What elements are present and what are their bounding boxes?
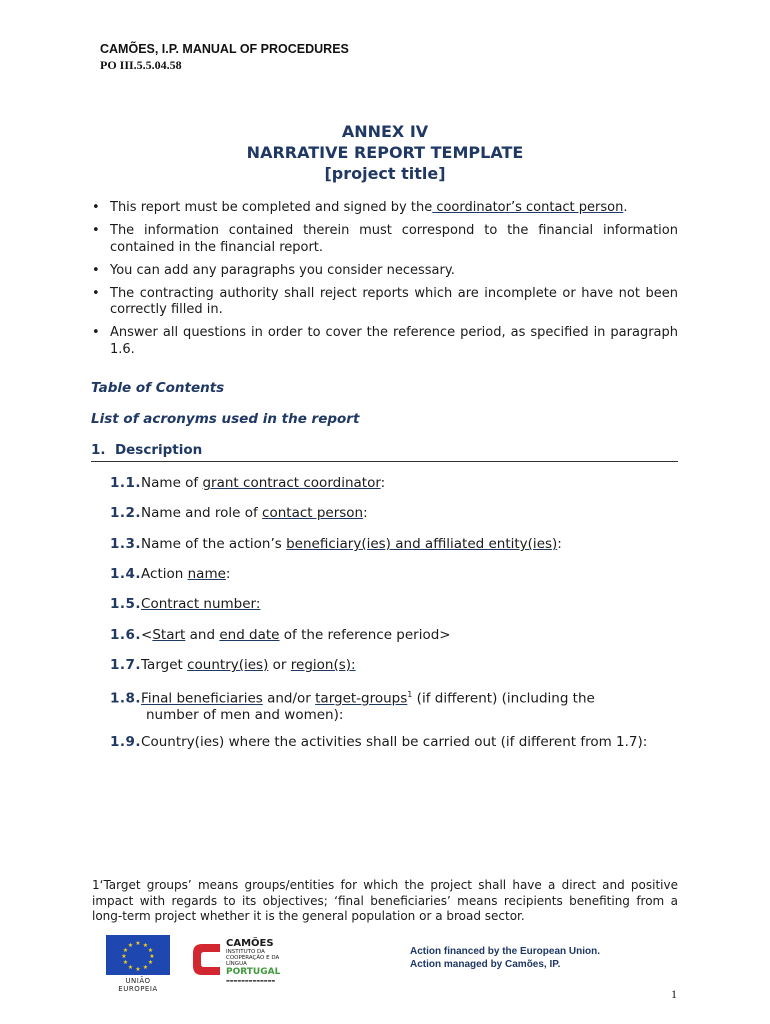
svg-text:★: ★	[142, 964, 149, 971]
footnote-marker: 1	[407, 690, 413, 699]
item-number: 1.2.	[110, 505, 142, 521]
eu-flag-logo	[106, 935, 170, 977]
item-text-continued: number of men and women):	[146, 707, 344, 723]
instruction-item	[90, 325, 678, 358]
item-text: Country(ies) where the activities shall be carried out (if different from 1.7):	[141, 734, 648, 750]
item-number: 1.1.	[110, 475, 142, 491]
camoes-subtitle: INSTITUTO DA COOPERAÇÃO E DA LÍNGUA	[226, 949, 280, 967]
instruction-text: Answer all questions in order to cover the reference period, as specified in paragraph 1.6.	[110, 325, 678, 357]
field-final-beneficiaries	[110, 687, 678, 724]
country-link[interactable]: country(ies)	[187, 657, 269, 673]
start-link[interactable]: Start	[152, 627, 186, 643]
field-activity-country	[110, 734, 678, 751]
annex-title: ANNEX IV	[341, 122, 429, 141]
contact-person-link[interactable]: coordinator’s contact person	[432, 200, 624, 215]
item-number: 1.6.	[110, 627, 142, 643]
section-number: 1.	[91, 442, 106, 458]
item-text: Name and role of	[141, 505, 263, 521]
action-name-link[interactable]: name	[187, 566, 226, 582]
svg-text:★: ★	[135, 940, 141, 947]
item-text: Name of the action’s	[141, 536, 287, 552]
project-title-placeholder: [project title]	[324, 164, 446, 183]
eu-flag-icon	[106, 935, 170, 975]
region-link[interactable]: region(s):	[290, 657, 356, 673]
field-coordinator-name	[110, 475, 678, 492]
item-number: 1.4.	[110, 566, 142, 582]
camoes-logo	[190, 938, 285, 984]
procedure-code: PO III.5.5.04.58	[100, 58, 182, 72]
item-number: 1.7.	[110, 657, 142, 673]
svg-text:★: ★	[127, 942, 134, 949]
section-label: Description	[114, 442, 203, 458]
bullet-icon: •	[92, 262, 100, 278]
manual-header: CAMÕES, I.P. MANUAL OF PROCEDURES	[100, 42, 349, 56]
field-action-name	[110, 566, 678, 583]
bullet-icon: •	[92, 223, 100, 238]
contact-person-link[interactable]: contact person	[262, 505, 364, 521]
managed-line: Action managed by Camões, IP.	[410, 959, 561, 970]
page-number: 1	[671, 987, 677, 1001]
svg-text:★: ★	[147, 959, 154, 966]
item-text: of the reference period>	[279, 627, 451, 643]
svg-text:★: ★	[142, 942, 149, 949]
camoes-country: PORTUGAL	[226, 967, 281, 977]
item-colon: :	[380, 475, 386, 491]
field-reference-period	[110, 627, 678, 644]
item-text: Name of	[141, 475, 203, 491]
item-text: (if different) (including the	[412, 690, 595, 707]
government-line: ▬▬▬▬▬▬▬▬▬▬▬▬▬	[226, 978, 276, 983]
title-block	[0, 121, 770, 184]
item-number: 1.9.	[110, 734, 142, 750]
eu-caption: UNIÃO EUROPEIA	[118, 977, 158, 993]
camoes-name: CAMÕES	[226, 938, 274, 949]
instruction-text: The contracting authority shall reject reports which are incomplete or have not been correctly filled in.	[110, 285, 678, 317]
item-text: and/or	[262, 690, 316, 707]
item-colon: :	[557, 536, 562, 552]
item-text: or	[268, 657, 291, 673]
instruction-item	[90, 263, 678, 280]
field-contact-person	[110, 505, 678, 522]
bullet-icon: •	[92, 325, 100, 340]
instruction-text: You can add any paragraphs you consider necessary.	[110, 262, 455, 278]
target-groups-link[interactable]: target-groups	[315, 690, 408, 707]
svg-text:★: ★	[122, 959, 129, 966]
footnote-text: 1‘Target groups’ means groups/entities for which the project shall have a direct and positive impact with regards to its objectives; ‘final beneficiaries’ means recipients benefiting from a long-term project whether it is the general population or a broad sector.	[92, 878, 678, 923]
item-colon: :	[225, 566, 231, 582]
field-beneficiaries	[110, 536, 678, 553]
instruction-text-end: .	[623, 200, 628, 215]
acronyms-heading: List of acronyms used in the report	[91, 411, 360, 427]
final-beneficiaries-link[interactable]: Final beneficiaries	[141, 690, 263, 707]
item-text: <	[141, 627, 153, 643]
template-title: NARRATIVE REPORT TEMPLATE	[246, 143, 524, 162]
item-number: 1.8.	[110, 690, 142, 707]
svg-text:★: ★	[147, 947, 154, 954]
item-text: and	[185, 627, 220, 643]
financed-line: Action financed by the European Union.	[410, 946, 601, 957]
item-text: Target	[141, 657, 188, 673]
field-target-country	[110, 657, 678, 674]
section-heading-description	[91, 442, 678, 462]
contract-number-link[interactable]: Contract number:	[141, 596, 261, 612]
item-number: 1.3.	[110, 536, 142, 552]
svg-text:★: ★	[135, 966, 141, 973]
instruction-item	[90, 223, 678, 256]
field-contract-number	[110, 596, 678, 613]
instruction-text: The information contained therein must correspond to the financial information contained in the financial report.	[110, 223, 678, 255]
instructions-list	[90, 200, 678, 365]
item-colon: :	[363, 505, 368, 521]
funding-statement	[410, 945, 600, 971]
instruction-item	[90, 286, 678, 319]
end-date-link[interactable]: end date	[219, 627, 280, 643]
table-of-contents-heading: Table of Contents	[91, 380, 225, 396]
svg-text:★: ★	[121, 953, 127, 960]
instruction-text: This report must be completed and signed by the	[110, 200, 433, 215]
bullet-icon: •	[92, 285, 100, 301]
coordinator-link[interactable]: grant contract coordinator	[202, 475, 381, 491]
item-number: 1.5.	[110, 596, 142, 612]
svg-text:★: ★	[149, 953, 155, 960]
beneficiaries-link[interactable]: beneficiary(ies) and affiliated entity(ies)	[286, 536, 558, 552]
svg-text:★: ★	[127, 964, 134, 971]
instruction-item	[90, 200, 678, 217]
camoes-c-icon	[190, 940, 224, 978]
bullet-icon: •	[92, 200, 100, 215]
svg-text:★: ★	[122, 947, 129, 954]
item-text: Action	[141, 566, 188, 582]
